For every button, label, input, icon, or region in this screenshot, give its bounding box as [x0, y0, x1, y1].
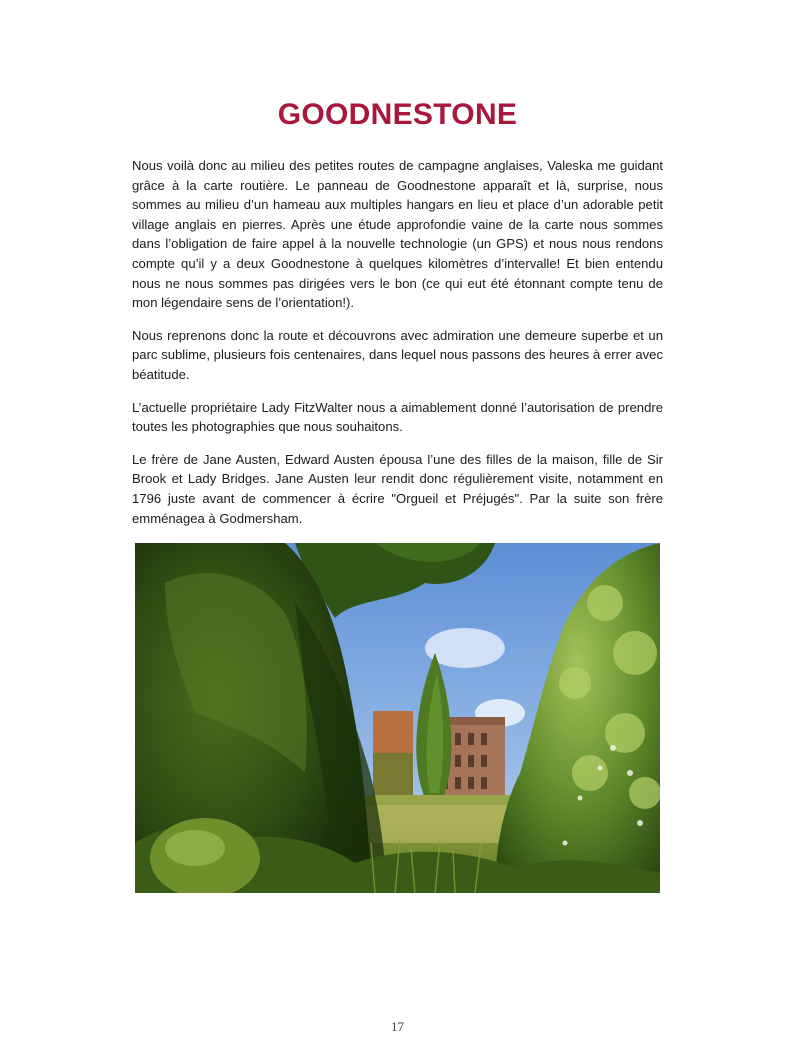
body-text [132, 156, 663, 541]
paragraph-estate: Nous reprenons donc la route et découvrons avec admiration une demeure superbe et un parc sublime, plusieurs fois centenaires, dans lequel nous passons des heures à errer avec béatitude. [132, 327, 663, 382]
paragraph-arrival: Nous voilà donc au milieu des petites routes de campagne anglaises, Valeska me guidant grâce à la carte routière. Le panneau de Goodnestone apparaît et là, surprise, nous sommes au milieu d’un hameau aux multiples hangars en lieu et place d’un adorable petit village anglais en pierres. Après une étude approfondie vaine de la carte nous sommes dans l’obligation de faire appel à la nouvelle technologie (un GPS) et nous nous rendons compte qu’il y a deux Goodnestone à quelques kilomètres d’intervalle! Et bien entendu nous ne nous sommes pas dirigées vers le bon (ce qui eut été étonnant compte tenu de mon légendaire sens de l’orientation!). [132, 158, 663, 311]
garden-photo [135, 543, 660, 893]
paragraph-owner: L’actuelle propriétaire Lady FitzWalter nous a aimablement donné l’autorisation de prendre toutes les photographies que nous souhaitons. [132, 399, 663, 435]
page-title: GOODNESTONE [277, 98, 518, 131]
page-number: 17 [391, 1019, 404, 1034]
paragraph-austen-history: Le frère de Jane Austen, Edward Austen épousa l’une des filles de la maison, fille de Sir Brook et Lady Bridges. Jane Austen leur rendit donc régulièrement visite, notamment en 1796 juste avant de commencer à écrire "Orgueil et Préjugés". Par la suite son frère emménagea à Godmersham. [132, 451, 663, 526]
